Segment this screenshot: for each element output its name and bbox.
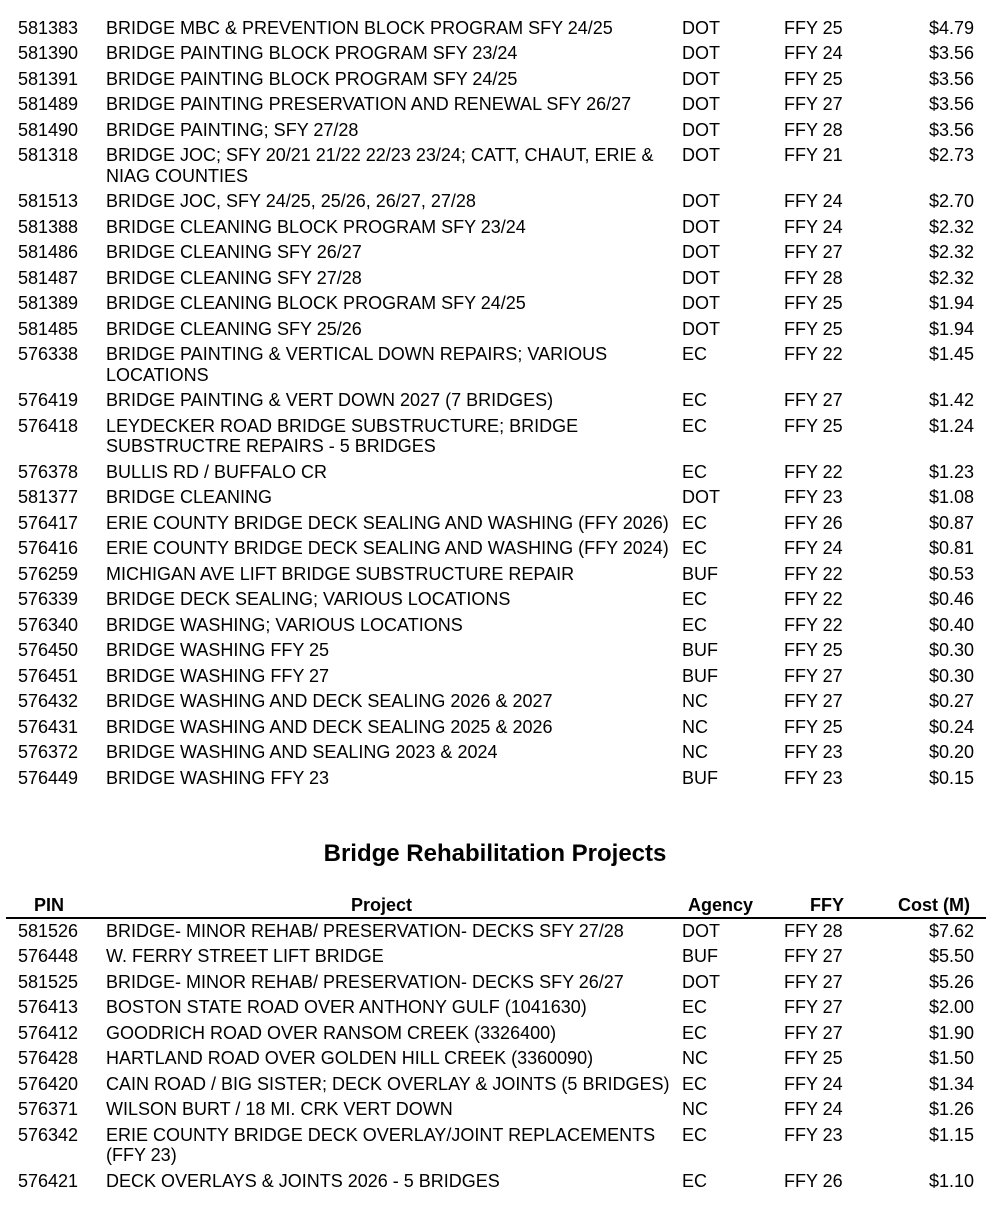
- project-cell: BRIDGE PAINTING PRESERVATION AND RENEWAL SFY 26/27: [106, 94, 632, 114]
- cost-cell: $1.08: [928, 487, 974, 507]
- cost-cell: $7.62: [928, 920, 974, 941]
- project-cell: BRIDGE WASHING FFY 25: [106, 640, 330, 660]
- project-cell: BRIDGE CLEANING BLOCK PROGRAM SFY 23/24: [106, 216, 526, 237]
- table-row: [0, 1071, 1000, 1097]
- cost-cell: $1.94: [928, 318, 974, 339]
- pin-cell: 581383: [18, 17, 79, 38]
- table-row: [0, 41, 1000, 67]
- project-cell: BRIDGE CLEANING SFY 26/27: [106, 242, 362, 262]
- ffy-cell: FFY 25: [784, 716, 843, 737]
- ffy-cell: FFY 27: [784, 971, 843, 992]
- cost-cell: $1.24: [928, 415, 974, 436]
- pin-cell: 576431: [18, 716, 79, 737]
- cost-cell: $1.90: [928, 1022, 974, 1043]
- header-pin: PIN: [34, 895, 65, 915]
- agency-cell: EC: [682, 461, 708, 482]
- project-cell: BRIDGE PAINTING BLOCK PROGRAM SFY 24/25: [106, 68, 518, 89]
- table-row: [0, 1168, 1000, 1194]
- project-cell: BRIDGE PAINTING; SFY 27/28: [106, 119, 359, 140]
- table-row: [0, 740, 1000, 766]
- pin-cell: 581377: [18, 487, 79, 507]
- cost-cell: $0.46: [928, 589, 974, 609]
- pin-cell: 576412: [18, 1022, 79, 1043]
- agency-cell: EC: [682, 997, 708, 1017]
- agency-cell: EC: [682, 538, 708, 558]
- cost-cell: $2.00: [928, 997, 974, 1017]
- agency-cell: EC: [682, 589, 708, 609]
- ffy-cell: FFY 24: [784, 538, 843, 558]
- pin-cell: 576342: [18, 1124, 79, 1145]
- agency-cell: DOT: [682, 216, 720, 237]
- agency-cell: BUF: [682, 946, 718, 966]
- ffy-cell: FFY 24: [784, 1099, 843, 1119]
- project-cell: BRIDGE PAINTING & VERT DOWN 2027 (7 BRIDGES): [106, 390, 554, 410]
- pin-cell: 576450: [18, 640, 79, 660]
- pin-cell: 576428: [18, 1048, 79, 1068]
- agency-cell: EC: [682, 512, 708, 533]
- project-cell: BRIDGE WASHING FFY 27: [106, 665, 330, 686]
- cost-cell: $0.27: [928, 691, 974, 711]
- agency-cell: EC: [682, 390, 708, 410]
- ffy-cell: FFY 28: [784, 920, 843, 941]
- table-row: [0, 561, 1000, 587]
- agency-cell: DOT: [682, 191, 720, 211]
- cost-cell: $2.73: [928, 145, 974, 165]
- ffy-cell: FFY 23: [784, 767, 843, 788]
- pin-cell: 576449: [18, 767, 79, 788]
- cost-cell: $0.53: [928, 563, 974, 584]
- maintenance-projects-table: [0, 15, 1000, 791]
- project-cell: ERIE COUNTY BRIDGE DECK SEALING AND WASHING (FFY 2024): [106, 538, 669, 558]
- pin-cell: 581485: [18, 318, 79, 339]
- table-row: [0, 413, 1000, 459]
- ffy-cell: FFY 27: [784, 1022, 843, 1043]
- agency-cell: DOT: [682, 68, 720, 89]
- cost-cell: $1.15: [928, 1124, 974, 1145]
- table-row: [0, 265, 1000, 291]
- table-row: [0, 689, 1000, 715]
- header-ffy: FFY: [810, 895, 844, 915]
- project-cell: LEYDECKER ROAD BRIDGE SUBSTRUCTURE; BRIDGE SUBSTRUCTRE REPAIRS - 5 BRIDGES: [106, 415, 579, 456]
- pin-cell: 576339: [18, 589, 79, 609]
- project-cell: DECK OVERLAYS & JOINTS 2026 - 5 BRIDGES: [106, 1170, 500, 1191]
- ffy-cell: FFY 21: [784, 145, 843, 165]
- table-row: [0, 240, 1000, 266]
- ffy-cell: FFY 23: [784, 1124, 843, 1145]
- table-row: [0, 969, 1000, 995]
- cost-cell: $2.70: [928, 191, 974, 211]
- pin-cell: 581487: [18, 267, 79, 288]
- table-row: [0, 143, 1000, 189]
- ffy-cell: FFY 27: [784, 665, 843, 686]
- project-cell: BRIDGE WASHING FFY 23: [106, 767, 330, 788]
- pin-cell: 576371: [18, 1099, 79, 1119]
- ffy-cell: FFY 25: [784, 415, 843, 436]
- agency-cell: DOT: [682, 318, 720, 339]
- table-row: [0, 944, 1000, 970]
- cost-cell: $1.34: [928, 1073, 974, 1094]
- header-agency: Agency: [688, 895, 754, 915]
- table-header: [6, 893, 986, 919]
- agency-cell: BUF: [682, 665, 718, 686]
- ffy-cell: FFY 26: [784, 1170, 843, 1191]
- agency-cell: DOT: [682, 487, 720, 507]
- cost-cell: $3.56: [928, 94, 974, 114]
- table-row: [0, 189, 1000, 215]
- pin-cell: 581318: [18, 145, 79, 165]
- cost-cell: $5.26: [928, 971, 974, 992]
- agency-cell: NC: [682, 1048, 708, 1068]
- ffy-cell: FFY 24: [784, 1073, 843, 1094]
- project-cell: BRIDGE- MINOR REHAB/ PRESERVATION- DECKS SFY 27/28: [106, 920, 624, 941]
- ffy-cell: FFY 25: [784, 318, 843, 339]
- cost-cell: $3.56: [928, 119, 974, 140]
- project-cell: BULLIS RD / BUFFALO CR: [106, 461, 328, 482]
- ffy-cell: FFY 23: [784, 742, 843, 762]
- agency-cell: DOT: [682, 119, 720, 140]
- table-row: [0, 587, 1000, 613]
- cost-cell: $1.94: [928, 293, 974, 313]
- ffy-cell: FFY 22: [784, 614, 843, 635]
- project-cell: WILSON BURT / 18 MI. CRK VERT DOWN: [106, 1099, 453, 1119]
- ffy-cell: FFY 27: [784, 691, 843, 711]
- pin-cell: 576259: [18, 563, 79, 584]
- ffy-cell: FFY 25: [784, 68, 843, 89]
- project-cell: BRIDGE- MINOR REHAB/ PRESERVATION- DECKS SFY 26/27: [106, 971, 624, 992]
- ffy-cell: FFY 27: [784, 946, 843, 966]
- agency-cell: DOT: [682, 17, 720, 38]
- table-row: [0, 117, 1000, 143]
- project-cell: ERIE COUNTY BRIDGE DECK SEALING AND WASHING (FFY 2026): [106, 512, 669, 533]
- ffy-cell: FFY 22: [784, 461, 843, 482]
- pin-cell: 576451: [18, 665, 79, 686]
- agency-cell: DOT: [682, 971, 720, 992]
- project-cell: BRIDGE JOC; SFY 20/21 21/22 22/23 23/24; CATT, CHAUT, ERIE & NIAG COUNTIES: [106, 145, 654, 186]
- pin-cell: 581390: [18, 43, 79, 63]
- project-cell: BRIDGE PAINTING BLOCK PROGRAM SFY 23/24: [106, 43, 518, 63]
- cost-cell: $0.20: [928, 742, 974, 762]
- agency-cell: NC: [682, 742, 708, 762]
- ffy-cell: FFY 25: [784, 293, 843, 313]
- project-cell: MICHIGAN AVE LIFT BRIDGE SUBSTRUCTURE REPAIR: [106, 563, 575, 584]
- header-project: Project: [351, 895, 413, 915]
- project-cell: ERIE COUNTY BRIDGE DECK OVERLAY/JOINT REPLACEMENTS (FFY 23): [106, 1124, 656, 1165]
- cost-cell: $2.32: [928, 242, 974, 262]
- cost-cell: $5.50: [928, 946, 974, 966]
- cost-cell: $0.15: [928, 767, 974, 788]
- pin-cell: 581513: [18, 191, 79, 211]
- agency-cell: EC: [682, 1124, 708, 1145]
- project-cell: BRIDGE MBC & PREVENTION BLOCK PROGRAM SFY 24/25: [106, 17, 613, 38]
- ffy-cell: FFY 25: [784, 17, 843, 38]
- table-row: [0, 66, 1000, 92]
- pin-cell: 581389: [18, 293, 79, 313]
- project-cell: W. FERRY STREET LIFT BRIDGE: [106, 946, 384, 966]
- agency-cell: BUF: [682, 767, 718, 788]
- agency-cell: BUF: [682, 640, 718, 660]
- agency-cell: DOT: [682, 920, 720, 941]
- project-cell: BRIDGE CLEANING BLOCK PROGRAM SFY 24/25: [106, 293, 526, 313]
- pin-cell: 576338: [18, 344, 79, 364]
- cost-cell: $1.26: [928, 1099, 974, 1119]
- ffy-cell: FFY 24: [784, 43, 843, 63]
- table-row: [0, 612, 1000, 638]
- cost-cell: $2.32: [928, 267, 974, 288]
- table-row: [0, 485, 1000, 511]
- table-row: [0, 92, 1000, 118]
- agency-cell: NC: [682, 691, 708, 711]
- project-cell: BOSTON STATE ROAD OVER ANTHONY GULF (1041630): [106, 997, 587, 1017]
- table-row: [0, 342, 1000, 388]
- agency-cell: DOT: [682, 242, 720, 262]
- project-cell: BRIDGE CLEANING SFY 25/26: [106, 318, 362, 339]
- pin-cell: 576421: [18, 1170, 79, 1191]
- cost-cell: $1.45: [928, 344, 974, 364]
- cost-cell: $0.87: [928, 512, 974, 533]
- pin-cell: 576413: [18, 997, 79, 1017]
- ffy-cell: FFY 28: [784, 267, 843, 288]
- rehabilitation-projects-table: [0, 918, 1000, 1194]
- pin-cell: 581388: [18, 216, 79, 237]
- cost-cell: $3.56: [928, 68, 974, 89]
- pin-cell: 576340: [18, 614, 79, 635]
- project-cell: BRIDGE WASHING AND SEALING 2023 & 2024: [106, 742, 498, 762]
- table-row: [0, 765, 1000, 791]
- ffy-cell: FFY 24: [784, 191, 843, 211]
- cost-cell: $1.23: [928, 461, 974, 482]
- project-cell: BRIDGE DECK SEALING; VARIOUS LOCATIONS: [106, 589, 511, 609]
- pin-cell: 581526: [18, 920, 79, 941]
- ffy-cell: FFY 28: [784, 119, 843, 140]
- table-row: [0, 291, 1000, 317]
- agency-cell: BUF: [682, 563, 718, 584]
- pin-cell: 581486: [18, 242, 79, 262]
- header-cost: Cost (M): [898, 895, 970, 915]
- pin-cell: 576372: [18, 742, 79, 762]
- project-cell: BRIDGE JOC, SFY 24/25, 25/26, 26/27, 27/28: [106, 191, 476, 211]
- ffy-cell: FFY 25: [784, 640, 843, 660]
- table-row: [0, 15, 1000, 41]
- project-cell: BRIDGE WASHING AND DECK SEALING 2026 & 2027: [106, 691, 553, 711]
- agency-cell: EC: [682, 344, 708, 364]
- ffy-cell: FFY 27: [784, 242, 843, 262]
- pin-cell: 581489: [18, 94, 79, 114]
- pin-cell: 581490: [18, 119, 79, 140]
- section-title: Bridge Rehabilitation Projects: [323, 840, 667, 867]
- agency-cell: DOT: [682, 145, 720, 165]
- table-row: [0, 663, 1000, 689]
- project-cell: HARTLAND ROAD OVER GOLDEN HILL CREEK (3360090): [106, 1048, 594, 1068]
- table-row: [0, 1097, 1000, 1123]
- table-row: [0, 214, 1000, 240]
- ffy-cell: FFY 27: [784, 390, 843, 410]
- pin-cell: 576418: [18, 415, 79, 436]
- ffy-cell: FFY 23: [784, 487, 843, 507]
- pin-cell: 576416: [18, 538, 79, 558]
- project-cell: BRIDGE WASHING; VARIOUS LOCATIONS: [106, 614, 463, 635]
- table-row: [0, 918, 1000, 944]
- table-row: [0, 388, 1000, 414]
- table-row: [0, 316, 1000, 342]
- table-row: [0, 510, 1000, 536]
- cost-cell: $0.81: [928, 538, 974, 558]
- cost-cell: $3.56: [928, 43, 974, 63]
- table-row: [0, 536, 1000, 562]
- agency-cell: EC: [682, 1022, 708, 1043]
- ffy-cell: FFY 24: [784, 216, 843, 237]
- table-row: [0, 1046, 1000, 1072]
- ffy-cell: FFY 26: [784, 512, 843, 533]
- table-row: [0, 638, 1000, 664]
- project-cell: CAIN ROAD / BIG SISTER; DECK OVERLAY & JOINTS (5 BRIDGES): [106, 1073, 670, 1094]
- pin-cell: 576378: [18, 461, 79, 482]
- table-row: [0, 995, 1000, 1021]
- pin-cell: 576417: [18, 512, 79, 533]
- agency-cell: EC: [682, 1170, 708, 1191]
- cost-cell: $0.30: [928, 640, 974, 660]
- project-cell: GOODRICH ROAD OVER RANSOM CREEK (3326400): [106, 1022, 557, 1043]
- pin-cell: 576419: [18, 390, 79, 410]
- pin-cell: 576448: [18, 946, 79, 966]
- project-cell: BRIDGE CLEANING: [106, 487, 273, 507]
- cost-cell: $1.10: [928, 1170, 974, 1191]
- table-row: [0, 1020, 1000, 1046]
- cost-cell: $1.50: [928, 1048, 974, 1068]
- cost-cell: $0.40: [928, 614, 974, 635]
- agency-cell: NC: [682, 716, 708, 737]
- cost-cell: $1.42: [928, 390, 974, 410]
- pin-cell: 581391: [18, 68, 79, 89]
- ffy-cell: FFY 27: [784, 997, 843, 1017]
- agency-cell: DOT: [682, 267, 720, 288]
- cost-cell: $0.24: [928, 716, 974, 737]
- ffy-cell: FFY 22: [784, 563, 843, 584]
- agency-cell: EC: [682, 415, 708, 436]
- cost-cell: $4.79: [928, 17, 974, 38]
- ffy-cell: FFY 22: [784, 344, 843, 364]
- project-cell: BRIDGE CLEANING SFY 27/28: [106, 267, 362, 288]
- project-cell: BRIDGE WASHING AND DECK SEALING 2025 & 2026: [106, 716, 553, 737]
- table-row: [0, 459, 1000, 485]
- agency-cell: DOT: [682, 293, 720, 313]
- ffy-cell: FFY 27: [784, 94, 843, 114]
- table-row: [0, 714, 1000, 740]
- pin-cell: 576432: [18, 691, 79, 711]
- table-row: [0, 1122, 1000, 1168]
- ffy-cell: FFY 22: [784, 589, 843, 609]
- agency-cell: DOT: [682, 43, 720, 63]
- agency-cell: NC: [682, 1099, 708, 1119]
- cost-cell: $0.30: [928, 665, 974, 686]
- agency-cell: EC: [682, 614, 708, 635]
- ffy-cell: FFY 25: [784, 1048, 843, 1068]
- agency-cell: DOT: [682, 94, 720, 114]
- pin-cell: 581525: [18, 971, 79, 992]
- cost-cell: $2.32: [928, 216, 974, 237]
- project-cell: BRIDGE PAINTING & VERTICAL DOWN REPAIRS; VARIOUS LOCATIONS: [106, 344, 608, 385]
- pin-cell: 576420: [18, 1073, 79, 1094]
- agency-cell: EC: [682, 1073, 708, 1094]
